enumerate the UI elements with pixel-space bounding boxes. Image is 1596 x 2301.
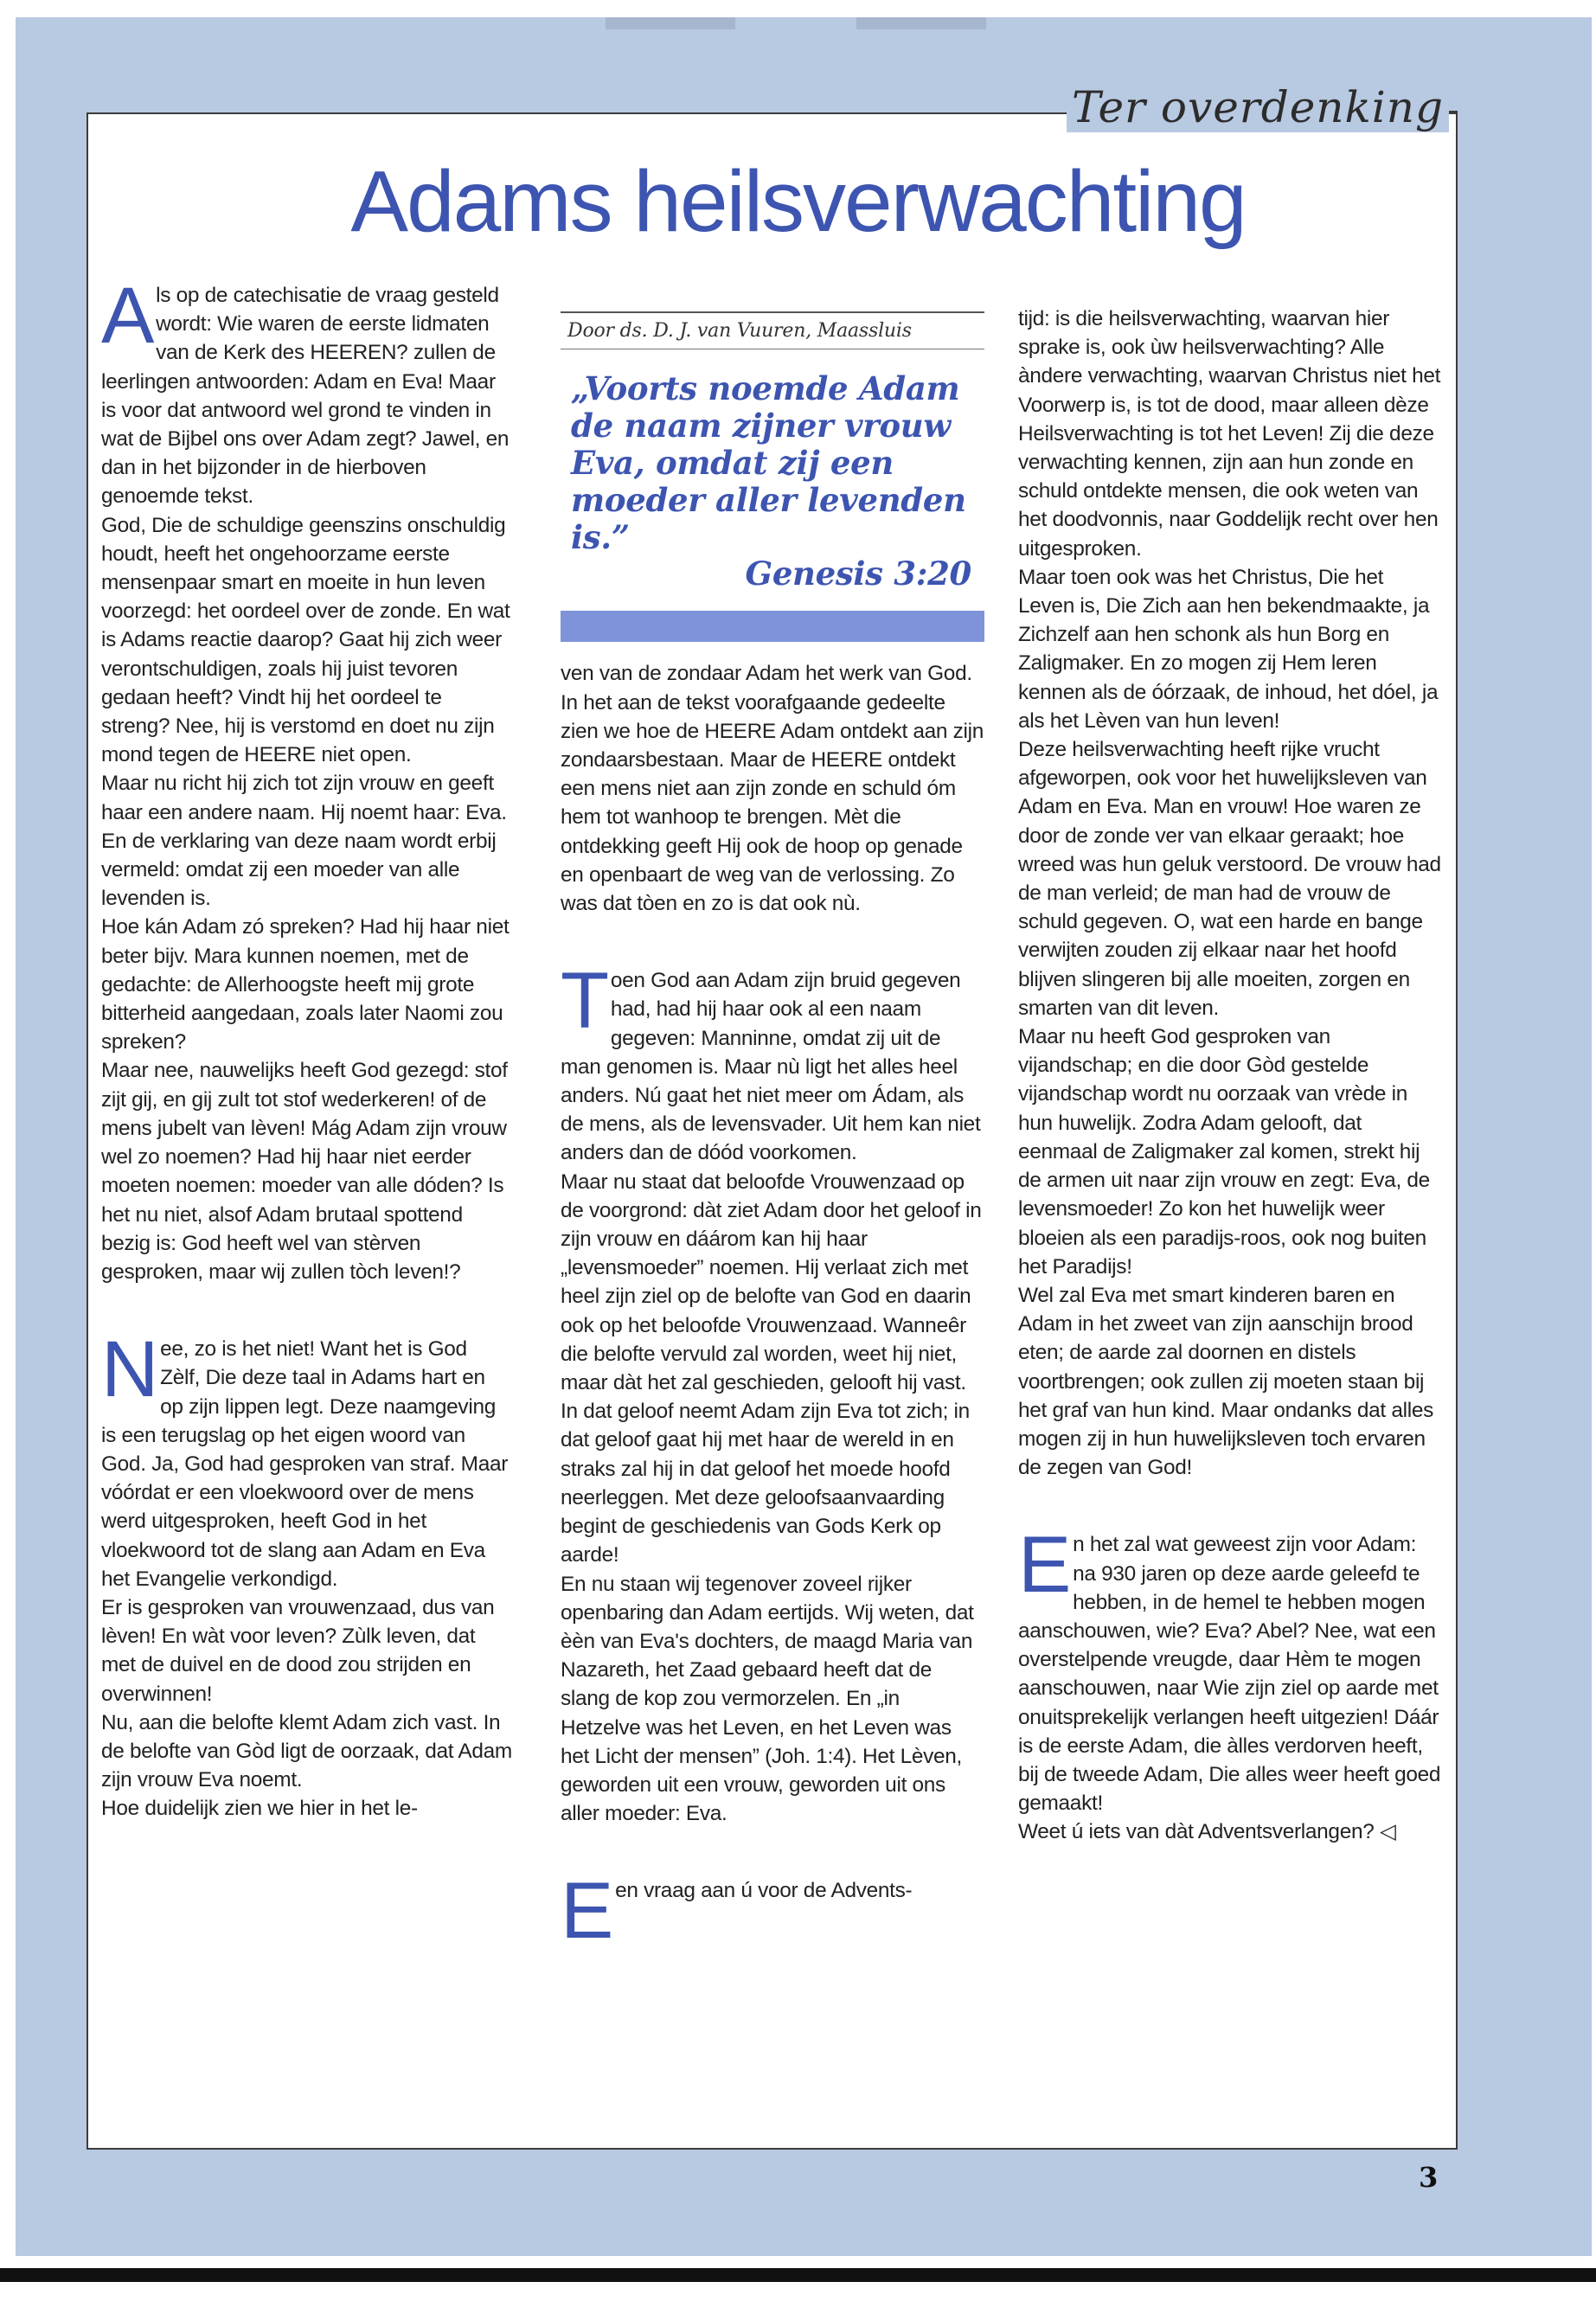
column-1 bbox=[101, 272, 512, 1823]
paragraph-text: oen God aan Adam zijn bruid gegeven had, had hij haar ook al een naam gegeven: Manninne, omdat zij uit de man genomen is. Maar nù ligt het alles heel anders. Nú gaat het niet meer om Ádam, als de mens, als de levensvader. Uit hem kan niet anders dan de dóód voorkomen. bbox=[561, 969, 981, 1165]
paragraph: tijd: is die heilsverwachting, waarvan hier sprake is, ook ùw heilsverwachting? Alle àndere verwachting, waarvan Christus niet het Voorwerp is, is tot de dood, maar alleen dèze Heilsverwachting is tot het Leven! Zij die deze verwachting kennen, zijn aan hun zonde en schuld ontdekte mensen, die ook weten van het doodvonnis, naar Goddelijk recht over hen uitgesproken. bbox=[1018, 307, 1441, 561]
paragraph bbox=[561, 1867, 984, 1956]
paragraph: Nu, aan die belofte klemt Adam zich vast. In de belofte van Gòd ligt de oorzaak, dat Adam zijn vrouw Eva noemt. bbox=[101, 1710, 512, 1792]
page-number: 3 bbox=[1419, 2161, 1439, 2194]
section-gap bbox=[1018, 1482, 1442, 1530]
paragraph: Weet ú iets van dàt Adventsverlangen? ◁ bbox=[1018, 1820, 1396, 1844]
section-gap bbox=[101, 1286, 512, 1335]
paragraph bbox=[101, 1325, 512, 1593]
drop-cap: E bbox=[561, 1867, 614, 1956]
section-gap bbox=[561, 918, 984, 966]
paragraph: Maar toen ook was het Christus, Die het Leven is, Die Zich aan hen bekendmaakte, ja Zichzelf aan hen schonk als hun Borg en Zaligmaker. En zo mogen zij Hem leren kennen als de óórzaak, de inhoud, het dóel, ja als het Lèven van hun leven! bbox=[1018, 565, 1439, 733]
paragraph: Er is gesproken van vrouwenzaad, dus van lèven! En wàt voor leven? Zùlk leven, dat met de duivel en de dood zou strijden en overwinnen! bbox=[101, 1595, 495, 1706]
paragraph-text: n het zal wat geweest zijn voor Adam: na 930 jaren op deze aarde geleefd te hebben, in de hemel te hebben mogen aanschouwen, wie? Eva? Abel? Nee, wat een overstelpende vreugde, daar Hèm te mogen aanschouwen, naar Wie zijn ziel op aarde met onuitsprekelijk verlangen heeft uitgezien! Dáár is de eerste Adam, die àlles verdorven heeft, bij de tweede Adam, Die alles weer heeft goed gemaakt! bbox=[1018, 1533, 1441, 1816]
section-label: Ter overdenking bbox=[1067, 82, 1449, 132]
byline: Door ds. D. J. van Vuuren, Maassluis bbox=[561, 311, 984, 349]
paragraph bbox=[561, 957, 984, 1167]
paragraph: In dat geloof neemt Adam zijn Eva tot zich; in dat geloof gaat hij met haar de wereld in en straks zal hij in dat geloof het moede hoofd neerleggen. Met deze geloofsaanvaarding begint de geschiedenis van Gods Kerk op aarde! bbox=[561, 1400, 970, 1567]
quote-bar bbox=[561, 611, 984, 642]
paragraph-text: en vraag aan ú voor de Advents- bbox=[615, 1879, 913, 1903]
paragraph: God, Die de schuldige geenszins onschuldig houdt, heeft het ongehoorzame eerste mensenpaar smart en moeite in hun leven voorzegd: het oordeel over de zonde. En wat is Adams reactie daarop? Gaat hij zich weer verontschuldigen, zoals hij juist tevoren gedaan heeft? Vindt hij het oordeel te streng? Nee, hij is verstomd en doet nu zijn mond tegen de HEERE niet open. bbox=[101, 513, 510, 767]
section-gap bbox=[561, 1828, 984, 1876]
paragraph: Deze heilsverwachting heeft rijke vrucht afgeworpen, ook voor het huwelijksleven van Adam en Eva. Man en vrouw! Hoe waren ze door de zonde ver van elkaar geraakt; hoe wreed was hun geluk verstoord. De vrouw had de man verleid; de man had de vrouw de schuld gegeven. O, wat een harde en bange verwijten zouden zij elkaar naar het hoofd blijven slingeren bij alle moeiten, zorgen en smarten van dit leven. bbox=[1018, 738, 1441, 1020]
paragraph: Maar nu staat dat beloofde Vrouwenzaad op de voorgrond: dàt ziet Adam door het geloof in zijn vrouw en dáárom kan hij haar „levensmoeder” noemen. Hij verlaat zich met heel zijn ziel op de belofte van God en daarin ook op het beloofde Vrouwenzaad. Wanneêr die belofte vervuld zal worden, weet hij niet, maar dàt het zal geschieden, gelooft hij vast. bbox=[561, 1170, 982, 1395]
scripture-quote: „Voorts noemde Adam de naam zijner vrouw Eva, omdat zij een moeder aller levenden is.” bbox=[571, 369, 966, 557]
paragraph bbox=[101, 272, 512, 511]
paragraph-text: ls op de catechisatie de vraag gesteld wordt: Wie waren de eerste lidmaten van de Kerk des HEEREN? zullen de leerlingen antwoorden: Adam en Eva! Maar is voor dat antwoord wel grond te vinden in wat de Bijbel ons over Adam zegt? Jawel, en dan in het bijzonder in de hierboven genoemde tekst. bbox=[101, 284, 510, 509]
drop-cap: A bbox=[101, 272, 155, 360]
paragraph-text: ee, zo is het niet! Want het is God Zèlf, Die deze taal in Adams hart en op zijn lippen legt. Deze naamgeving is een terugslag op het eigen woord van God. Ja, God had gesproken van straf. Maar vóórdat er een vloekwoord over de mens werd uitgesproken, heeft God in het vloekwoord tot de slang aan Adam en Eva het Evangelie verkondigd. bbox=[101, 1337, 509, 1591]
paragraph: Hoe kán Adam zó spreken? Had hij haar niet beter bijv. Mara kunnen noemen, met de gedachte: de Allerhoogste heeft mij grote bitterheid aangedaan, zoals later Naomi zou spreken? bbox=[101, 915, 510, 1054]
paragraph bbox=[1018, 1521, 1442, 1817]
article-title: Adams heilsverwachting bbox=[350, 153, 1246, 250]
drop-cap: E bbox=[1018, 1521, 1072, 1610]
column-2 bbox=[561, 311, 984, 1956]
paragraph: Maar nu richt hij zich tot zijn vrouw en geeft haar een andere naam. Hij noemt haar: Eva. En de verklaring van deze naam wordt erbij vermeld: omdat zij een moeder van alle levenden is. bbox=[101, 772, 507, 911]
paragraph: Hoe duidelijk zien we hier in het le- bbox=[101, 1797, 418, 1821]
paragraph: Maar nu heeft God gesproken van vijandschap; en die door Gòd gestelde vijandschap wordt nu oorzaak van vrède in hun huwelijk. Zodra Adam gelooft, dat eenmaal de Zaligmaker zal komen, strekt hij de armen uit naar zijn vrouw en zegt: Eva, de levensmoeder! Zo kon het huwelijk weer bloeien als een paradijs-roos, ook nog buiten het Paradijs! bbox=[1018, 1025, 1430, 1279]
top-scan-mark bbox=[606, 17, 735, 29]
column-3 bbox=[1018, 304, 1442, 1847]
paragraph: En nu staan wij tegenover zoveel rijker openbaring dan Adam eertijds. Wij weten, dat èèn van Eva's dochters, de maagd Maria van Nazareth, het Zaad gebaard heeft dat de slang de kop zou vermorzelen. En „in Hetzelve was het Leven, en het Leven was het Licht der mensen” (Joh. 1:4). Het Lèven, geworden uit een vrouw, geworden uit ons aller moeder: Eva. bbox=[561, 1572, 974, 1826]
bottom-edge bbox=[0, 2268, 1596, 2282]
paragraph: Maar nee, nauwelijks heeft God gezegd: stof zijt gij, en gij zult tot stof wederkeren! of de mens jubelt van lèven! Mág Adam zijn vrouw wel zo noemen? Had hij haar niet eerder moeten noemen: moeder van alle dóden? Is het nu niet, alsof Adam brutaal spottend bezig is: God heeft wel van stèrven gesproken, maar wij zullen tòch leven!? bbox=[101, 1059, 508, 1284]
drop-cap: T bbox=[561, 957, 609, 1046]
scripture-reference: Genesis 3:20 bbox=[745, 554, 971, 593]
drop-cap: N bbox=[101, 1325, 159, 1414]
top-scan-mark bbox=[856, 17, 986, 29]
paragraph: ven van de zondaar Adam het werk van God. In het aan de tekst voorafgaande gedeelte zien we hoe de HEERE Adam ontdekt aan zijn zondaarsbestaan. Maar de HEERE ontdekt een mens niet aan zijn zonde en schuld óm hem tot wanhoop te brengen. Mèt die ontdekking geeft Hij ook de hoop op genade en openbaart de weg van de verlossing. Zo was dat tòen en zo is dat ook nù. bbox=[561, 662, 984, 916]
paragraph: Wel zal Eva met smart kinderen baren en Adam in het zweet van zijn aanschijn brood eten; de aarde zal doornen en distels voortbrengen; ook zullen zij moeten staan bij het graf van hun kind. Maar ondanks dat alles mogen zij in hun huwelijksleven toch ervaren de zegen van God! bbox=[1018, 1283, 1434, 1480]
